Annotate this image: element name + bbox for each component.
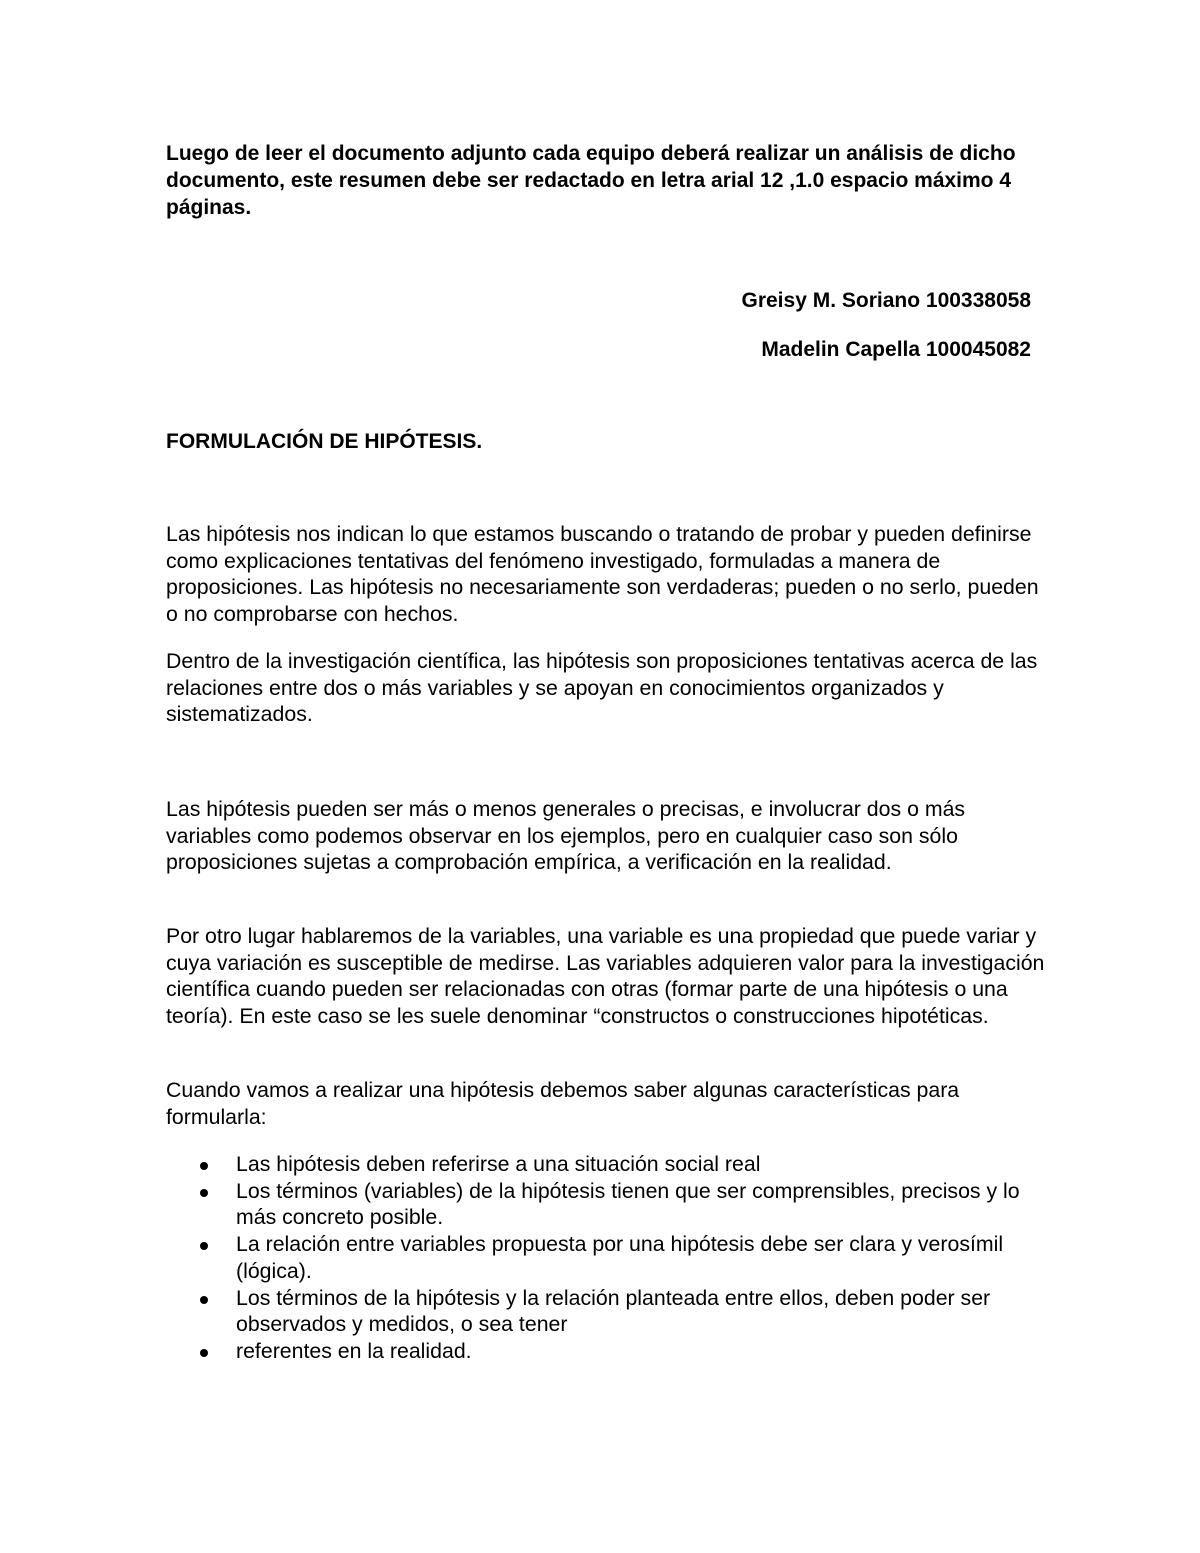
- list-item: [166, 1285, 1046, 1338]
- list-item: [166, 1338, 1046, 1365]
- body-paragraph: Dentro de la investigación científica, las hipótesis son proposiciones tentativas acerca de las relaciones entre dos o más variables y se apoyan en conocimientos organizados y sistematizados.: [166, 649, 1038, 727]
- bullet-icon: [200, 1189, 208, 1197]
- body-paragraph: Por otro lugar hablaremos de la variables, una variable es una propiedad que puede variar y cuya variación es susceptible de medirse. Las variables adquieren valor para la investigación científica cuando pueden ser relacionadas con otras (formar parte de una hipótesis o una teoría). En este caso se les suele denominar “constructos o construcciones hipotéticas.: [166, 924, 1045, 1029]
- author-name: Madelin Capella 100045082: [761, 338, 1031, 361]
- bullet-icon: [200, 1349, 208, 1357]
- characteristics-list: [166, 1151, 1046, 1365]
- section-title: FORMULACIÓN DE HIPÓTESIS.: [166, 430, 483, 453]
- list-item: [166, 1151, 1046, 1178]
- author-name: Greisy M. Soriano 100338058: [741, 289, 1031, 312]
- bullet-icon: [200, 1162, 208, 1170]
- body-paragraph: Las hipótesis nos indican lo que estamos buscando o tratando de probar y pueden definirse como explicaciones tentativas del fenómeno investigado, formuladas a manera de proposiciones. Las hipótesis no necesariamente son verdaderas; pueden o no serlo, pueden o no comprobarse con hechos.: [166, 522, 1039, 627]
- list-item-text: Las hipótesis deben referirse a una situación social real: [236, 1152, 761, 1176]
- list-item-text: Los términos (variables) de la hipótesis tienen que ser comprensibles, precisos y lo más concreto posible.: [236, 1178, 1020, 1230]
- assignment-instructions: Luego de leer el documento adjunto cada equipo deberá realizar un análisis de dicho documento, este resumen debe ser redactado en letra arial 12 ,1.0 espacio máximo 4 páginas.: [166, 142, 1016, 219]
- body-paragraph: Las hipótesis pueden ser más o menos generales o precisas, e involucrar dos o más variables como podemos observar en los ejemplos, pero en cualquier caso son sólo proposiciones sujetas a comprobación empírica, a verificación en la realidad.: [166, 797, 966, 875]
- list-item: [166, 1231, 1046, 1284]
- list-item: [166, 1178, 1046, 1231]
- list-item-text: La relación entre variables propuesta por una hipótesis debe ser clara y verosímil (lógica).: [236, 1232, 1004, 1283]
- bullet-icon: [200, 1296, 208, 1304]
- body-paragraph: Cuando vamos a realizar una hipótesis debemos saber algunas características para formularla:: [166, 1078, 960, 1129]
- bullet-icon: [200, 1242, 208, 1250]
- list-item-text: Los términos de la hipótesis y la relación planteada entre ellos, deben poder ser observados y medidos, o sea tener: [236, 1285, 991, 1337]
- list-item-text: referentes en la realidad.: [236, 1338, 472, 1363]
